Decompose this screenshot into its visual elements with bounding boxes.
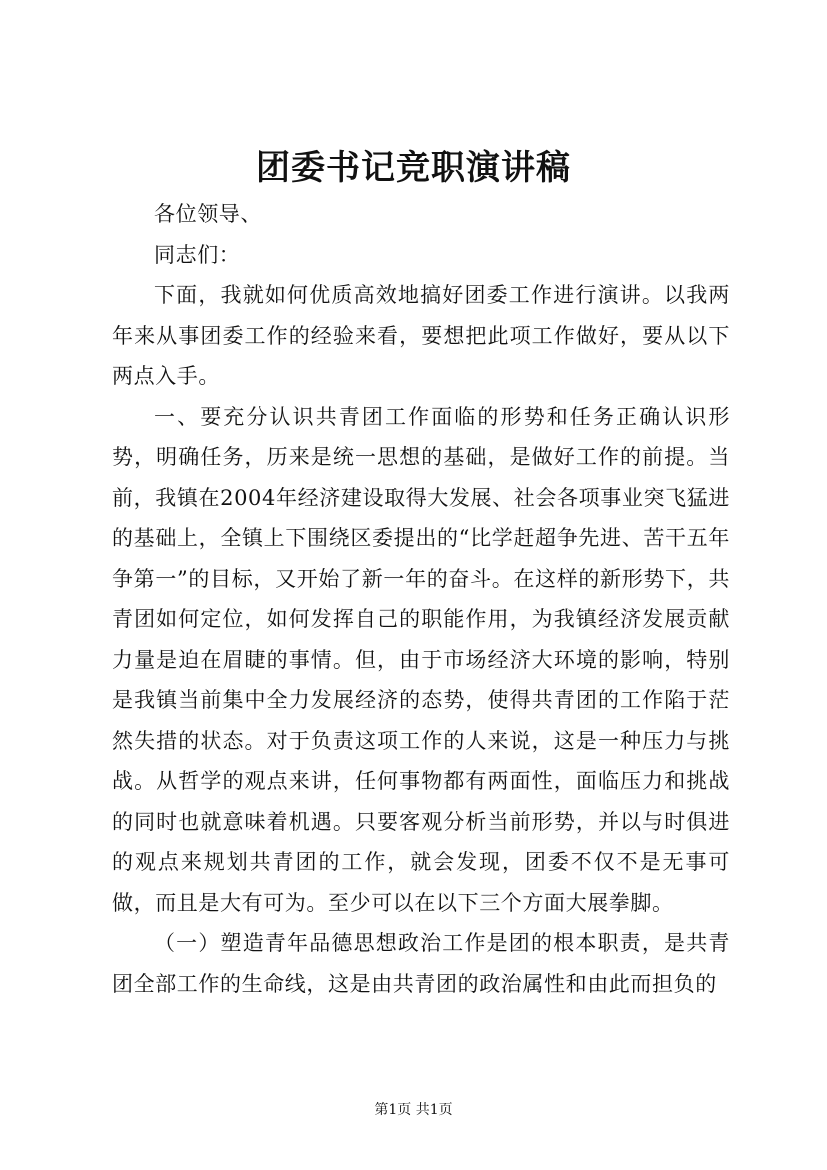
document-title: 团委书记竞职演讲稿 <box>256 148 571 188</box>
paragraph-intro: 下面，我就如何优质高效地搞好团委工作进行演讲。以我两年来从事团委工作的经验来看，要想把此项工作做好，要从以下两点入手。 <box>112 283 730 388</box>
salutation-line-1: 各位领导、 <box>154 202 262 226</box>
paragraph-subsection-1: （一）塑造青年品德思想政治工作是团的根本职责，是共青团全部工作的生命线，这是由共青团的政治属性和由此而担负的 <box>112 931 730 996</box>
document-body <box>112 194 730 1004</box>
page-footer: 第1页 共1页 <box>374 1102 453 1118</box>
salutation-line-2: 同志们： <box>154 242 241 267</box>
paragraph-section-1: 一、要充分认识共青团工作面临的形势和任务正确认识形势，明确任务，历来是统一思想的基础，是做好工作的前提。当前，我镇在2004年经济建设取得大发展、社会各项事业突飞猛进的基础上，全镇上下围绕区委提出的“比学赶超争先进、苦干五年争第一”的目标，又开始了新一年的奋斗。在这样的新形势下，共青团如何定位，如何发挥自己的职能作用，为我镇经济发展贡献力量是迫在眉睫的事情。但，由于市场经济大环境的影响，特别是我镇当前集中全力发展经济的态势，使得共青团的工作陷于茫然失措的状态。对于负责这项工作的人来说，这是一种压力与挑战。从哲学的观点来讲，任何事物都有两面性，面临压力和挑战的同时也就意味着机遇。只要客观分析当前形势，并以与时俱进的观点来规划共青团的工作，就会发现，团委不仅不是无事可做，而且是大有可为。至少可以在以下三个方面大展拳脚。 <box>112 404 730 915</box>
